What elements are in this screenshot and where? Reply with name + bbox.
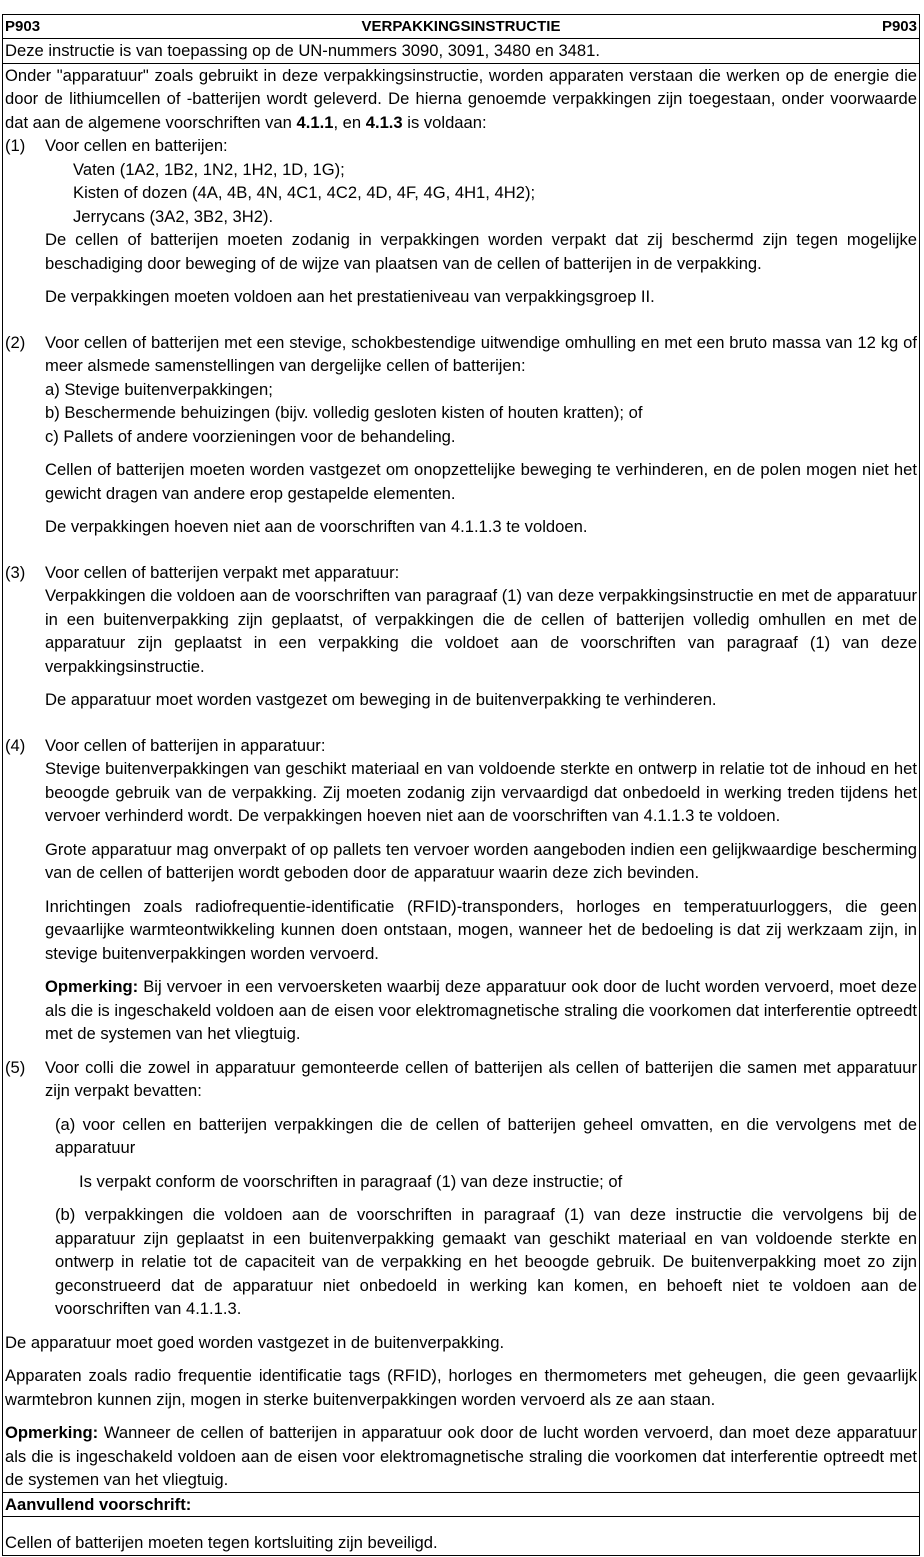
additional-text-row <box>3 1517 919 1555</box>
paragraph: De verpakkingen moeten voldoen aan het prestatieniveau van verpakkingsgroep II. <box>45 287 655 306</box>
paragraph: Cellen of batterijen moeten worden vastgezet om onopzettelijke beweging te verhinderen, en de polen mogen niet het gewicht dragen van andere erop gestapelde elementen. <box>45 460 917 503</box>
paragraph: De cellen of batterijen moeten zodanig in verpakkingen worden verpakt dat zij beschermd zijn tegen mogelijke beschadiging door beweging of de wijze van plaatsen van de cellen of batterijen in de verpakking. <box>45 230 917 273</box>
section-4 <box>5 734 917 1046</box>
paragraph: De apparatuur moet worden vastgezet om beweging in de buitenverpakking te verhinderen. <box>45 690 717 709</box>
applicability-text: Deze instructie is van toepassing op de UN-nummers 3090, 3091, 3480 en 3481. <box>5 41 600 60</box>
option-a-continued: Is verpakt conform de voorschriften in paragraaf (1) van deze instructie; of <box>79 1171 623 1191</box>
additional-title: Aanvullend voorschrift: <box>5 1494 192 1514</box>
paragraph: Inrichtingen zoals radiofrequentie-identificatie (RFID)-transponders, horloges en temperatuurloggers, die geen gevaarlijke warmteontwikkeling kunnen doen ontstaan, mogen, wanneer het de bedoeling is dat zij werkzaam zijn, in stevige buitenverpakkingen worden vervoerd. <box>45 896 917 963</box>
header-title: VERPAKKINGSINSTRUCTIE <box>361 18 561 35</box>
section-title: Voor cellen of batterijen met een stevige, schokbestendige uitwendige omhulling en met een bruto massa van 12 kg of meer alsmede samenstellingen van dergelijke cellen of batterijen: <box>45 332 917 375</box>
closing-note: Opmerking: Wanneer de cellen of batterijen in apparatuur ook door de lucht worden vervoerd, dan moet deze apparatuur als die is ingeschakeld voldoen aan de eisen voor elektromagnetische straling die voorkomen dat interferentie optreedt met de systemen van het vliegtuig. <box>5 1423 917 1489</box>
header-code-left: P903 <box>5 18 41 35</box>
list-item: Kisten of dozen (4A, 4B, 4N, 4C1, 4C2, 4D, 4F, 4G, 4H1, 4H2); <box>73 183 536 202</box>
additional-title-row <box>3 1493 919 1518</box>
header-code-right: P903 <box>881 18 917 35</box>
option-b: (b) verpakkingen die voldoen aan de voorschriften in paragraaf (1) van deze instructie die vervolgens bij de apparatuur zijn geplaatst in een buitenverpakking gemaakt van geschikt materiaal en van voldoende sterkte en ontwerp in relatie tot de capaciteit van de verpakking en het beoogde gebruik. De buitenverpakking moet zo zijn geconstrueerd dat de apparatuur niet onbedoeld in werking kan komen, en behoeft niet te voldoen aan de voorschriften van 4.1.1.3. <box>55 1205 917 1318</box>
packing-instruction-table <box>2 14 920 1556</box>
paragraph: Grote apparatuur mag onverpakt of op pallets ten vervoer worden aangeboden indien een gelijkwaardige bescherming van de cellen of batterijen wordt geboden door de apparatuur waarin deze zich bevinden. <box>45 839 917 882</box>
closing-paragraph: Apparaten zoals radio frequentie identificatie tags (RFID), horloges en thermometers met geheugen, die geen gevaarlijk warmtebron kunnen zijn, mogen in sterke buitenverpakkingen worden vervoerd als ze aan staan. <box>5 1366 917 1409</box>
intro-paragraph: Onder "apparatuur" zoals gebruikt in deze verpakkingsinstructie, worden apparaten verstaan die werken op de energie die door de lithiumcellen of -batterijen wordt geleverd. De hierna genoemde verpakkingen zijn toegestaan, onder voorwaarde dat aan de algemene voorschriften van 4.1.1, en 4.1.3 is voldaan: <box>5 65 917 132</box>
note: Opmerking: Bij vervoer in een vervoersketen waarbij deze apparatuur ook door de lucht worden vervoerd, moet deze als die is ingeschakeld voldoen aan de eisen voor elektromagnetische straling die voorkomen dat interferentie optreedt met de systemen van het vliegtuig. <box>45 977 917 1043</box>
option-a: (a) voor cellen en batterijen verpakkingen die de cellen of batterijen geheel omvatten, en die vervolgens met de apparatuur <box>55 1114 917 1157</box>
ref-4-1-3: 4.1.3 <box>365 112 403 132</box>
list-item: a) Stevige buitenverpakkingen; <box>45 379 273 399</box>
section-1 <box>5 134 917 309</box>
section-number: (2) <box>5 332 26 352</box>
additional-text: Cellen of batterijen moeten tegen kortsluiting zijn beveiligd. <box>5 1533 438 1552</box>
note-label: Opmerking: <box>45 977 139 996</box>
paragraph: Verpakkingen die voldoen aan de voorschriften van paragraaf (1) van deze verpakkingsinstructie en met de apparatuur in een buitenverpakking zijn geplaatst, of verpakkingen die de cellen of batterijen volledig omhullen en met de apparatuur zijn geplaatst in een verpakking die voldoet aan de voorschriften van paragraaf (1) van deze verpakkingsinstructie. <box>45 586 917 676</box>
paragraph: Stevige buitenverpakkingen van geschikt materiaal en van voldoende sterkte en ontwerp in relatie tot de inhoud en het beoogde gebruik van de verpakking. Zij moeten zodanig zijn vervaardigd dat onbedoeld in werking treden tijdens het vervoer verhinderd wordt. De verpakkingen hoeven niet aan de voorschriften van 4.1.1.3 te voldoen. <box>45 759 917 825</box>
note-label: Opmerking: <box>5 1423 99 1442</box>
section-number: (3) <box>5 562 26 582</box>
list-item: c) Pallets of andere voorzieningen voor de behandeling. <box>45 426 456 446</box>
list-item: b) Beschermende behuizingen (bijv. volledig gesloten kisten of houten kratten); of <box>45 403 643 422</box>
section-number: (1) <box>5 136 26 155</box>
ref-4-1-1: 4.1.1 <box>296 112 334 132</box>
main-body <box>3 64 919 1493</box>
section-3 <box>5 561 917 712</box>
section-2 <box>5 331 917 539</box>
section-number: (4) <box>5 735 26 755</box>
section-title: Voor cellen of batterijen verpakt met apparatuur: <box>45 562 400 582</box>
section-title: Voor colli die zowel in apparatuur gemonteerde cellen of batterijen als cellen of batterijen die samen met apparatuur zijn verpakt bevatten: <box>45 1057 917 1100</box>
section-title: Voor cellen en batterijen: <box>45 136 228 155</box>
list-item: Jerrycans (3A2, 3B2, 3H2). <box>73 206 274 226</box>
paragraph: De verpakkingen hoeven niet aan de voorschriften van 4.1.1.3 te voldoen. <box>45 517 588 536</box>
section-title: Voor cellen of batterijen in apparatuur: <box>45 735 326 755</box>
section-number: (5) <box>5 1057 26 1077</box>
applicability-row <box>3 39 919 64</box>
list-item: Vaten (1A2, 1B2, 1N2, 1H2, 1D, 1G); <box>73 159 345 179</box>
header-row <box>3 15 919 39</box>
closing-paragraph: De apparatuur moet goed worden vastgezet in de buitenverpakking. <box>5 1332 505 1352</box>
section-5 <box>5 1056 917 1321</box>
